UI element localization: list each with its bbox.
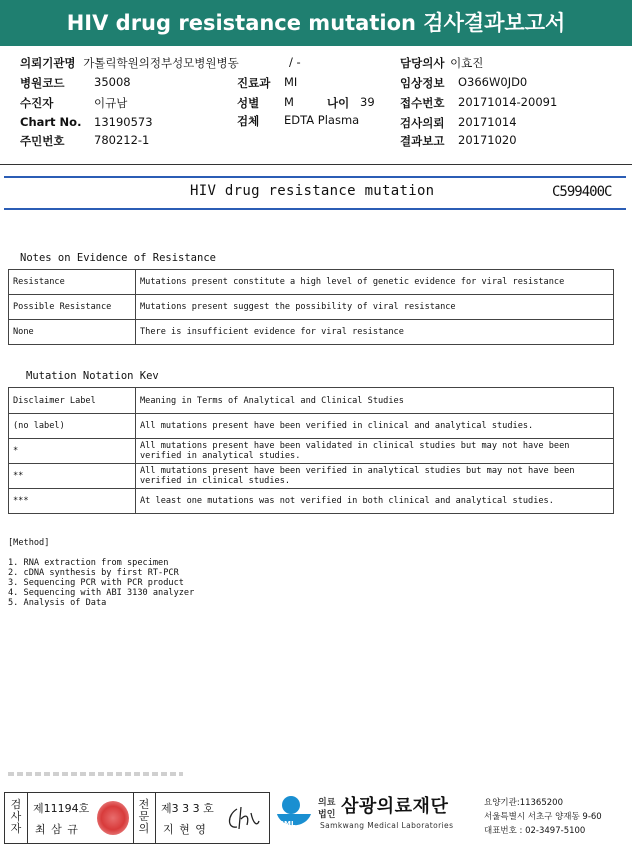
method-step: 5. Analysis of Data — [8, 598, 107, 608]
tester-seal — [97, 801, 129, 835]
notation-meaning: All mutations present have been verified in clinical and analytical studies. — [136, 414, 614, 439]
method-step: 3. Sequencing PCR with PCR product — [8, 578, 184, 588]
report-date-value: 20171020 — [458, 133, 517, 147]
dept-value: MI — [284, 75, 298, 89]
logo-text: SML — [279, 820, 296, 828]
institution-row — [20, 55, 239, 71]
notes-term: Possible Resistance — [9, 295, 136, 320]
age-label: 나이 — [327, 96, 350, 110]
doctor-row — [400, 55, 483, 71]
report-date-label: 결과보고 — [400, 134, 445, 148]
notation-label: ** — [9, 464, 136, 489]
faint-footnote-line — [8, 772, 183, 776]
doctor-value: 이효진 — [450, 56, 484, 70]
specialist-name: 지 현 영 — [163, 823, 207, 836]
chart-value: 13190573 — [94, 115, 153, 129]
table-row — [9, 320, 614, 345]
notation-title: Mutation Notation Kev — [26, 370, 159, 382]
specialist-signature — [223, 803, 263, 833]
request-value: 20171014 — [458, 115, 517, 129]
table-row — [9, 489, 614, 514]
table-row — [9, 464, 614, 489]
table-row — [9, 439, 614, 464]
hospital-code-label: 병원코드 — [20, 76, 65, 90]
institution-value: 가톨릭학원의정부성모병원병동 — [83, 56, 239, 70]
sml-logo-icon — [271, 792, 315, 836]
clinical-label: 임상정보 — [400, 76, 445, 90]
receipt-label: 접수번호 — [400, 96, 445, 110]
test-code: C599400C — [552, 184, 612, 200]
address: 서울특별시 서초구 양재동 9-60 — [484, 812, 602, 822]
chart-label: Chart No. — [20, 115, 82, 129]
sex-value: M — [284, 95, 294, 109]
notation-meaning: At least one mutations was not verified in both clinical and analytical studies. — [136, 489, 614, 514]
method-step: 2. cDNA synthesis by first RT-PCR — [8, 568, 179, 578]
notation-meaning: All mutations present have been validated in clinical studies but may not have been verified in analytical studies. — [136, 439, 614, 464]
resident-label: 주민번호 — [20, 134, 65, 148]
phone: 대표번호 : 02-3497-5100 — [484, 826, 586, 836]
notation-label: * — [9, 439, 136, 464]
org-name: 삼광의료재단 — [341, 796, 449, 817]
notes-term: None — [9, 320, 136, 345]
notes-title: Notes on Evidence of Resistance — [20, 252, 216, 264]
table-row — [9, 414, 614, 439]
table-row — [9, 270, 614, 295]
tester-license-no: 제11194호 — [33, 802, 90, 815]
notation-table — [8, 387, 614, 514]
age-value: 39 — [360, 95, 375, 109]
clinical-value: O366W0JD0 — [458, 75, 528, 89]
org-english: Samkwang Medical Laboratories — [320, 821, 454, 830]
org-prefix-1: 의료 — [318, 798, 336, 808]
request-label: 검사의뢰 — [400, 116, 445, 130]
doctor-label: 담당의사 — [400, 56, 445, 70]
org-prefix-2: 법인 — [318, 810, 336, 820]
name-value: 이규남 — [94, 96, 128, 110]
hospital-code-value: 35008 — [94, 75, 131, 89]
tester-vertical-label: 검 사 자 — [10, 798, 22, 835]
notes-desc: There is insufficient evidence for viral resistance — [136, 320, 614, 345]
method-step: 1. RNA extraction from specimen — [8, 558, 169, 568]
header-divider — [0, 164, 632, 165]
notation-label: *** — [9, 489, 136, 514]
notation-header-meaning: Meaning in Terms of Analytical and Clinical Studies — [136, 388, 614, 414]
specimen-value: EDTA Plasma — [284, 113, 360, 127]
blue-divider-top — [4, 176, 626, 178]
tester-name: 최 삼 규 — [35, 823, 79, 836]
ward-value: / - — [289, 55, 301, 69]
method-step: 4. Sequencing with ABI 3130 analyzer — [8, 588, 195, 598]
table-row — [9, 388, 614, 414]
resident-value: 780212-1 — [94, 133, 150, 147]
specialist-vertical-label: 전 문 의 — [138, 798, 150, 835]
blue-divider-bottom — [4, 208, 626, 210]
notes-term: Resistance — [9, 270, 136, 295]
dept-label: 진료과 — [237, 76, 271, 90]
table-row — [9, 295, 614, 320]
notes-table — [8, 269, 614, 345]
receipt-value: 20171014-20091 — [458, 95, 558, 109]
sex-label: 성별 — [237, 96, 260, 110]
institution-label: 의뢰기관명 — [20, 56, 76, 70]
report-title: HIV drug resistance mutation 검사결과보고서 — [0, 0, 632, 46]
notation-header-label: Disclaimer Label — [9, 388, 136, 414]
test-title: HIV drug resistance mutation — [190, 183, 435, 199]
specialist-license-no: 제3 3 3 호 — [161, 802, 214, 815]
specimen-label: 검체 — [237, 114, 260, 128]
care-code: 요양기관:11365200 — [484, 798, 563, 808]
notes-desc: Mutations present suggest the possibility of viral resistance — [136, 295, 614, 320]
method-title: [Method] — [8, 538, 50, 548]
notation-meaning: All mutations present have been verified in analytical studies but may not have been verified in clinical studies. — [136, 464, 614, 489]
notation-label: (no label) — [9, 414, 136, 439]
signature-box — [4, 792, 270, 844]
name-label: 수진자 — [20, 96, 54, 110]
notes-desc: Mutations present constitute a high level of genetic evidence for viral resistance — [136, 270, 614, 295]
